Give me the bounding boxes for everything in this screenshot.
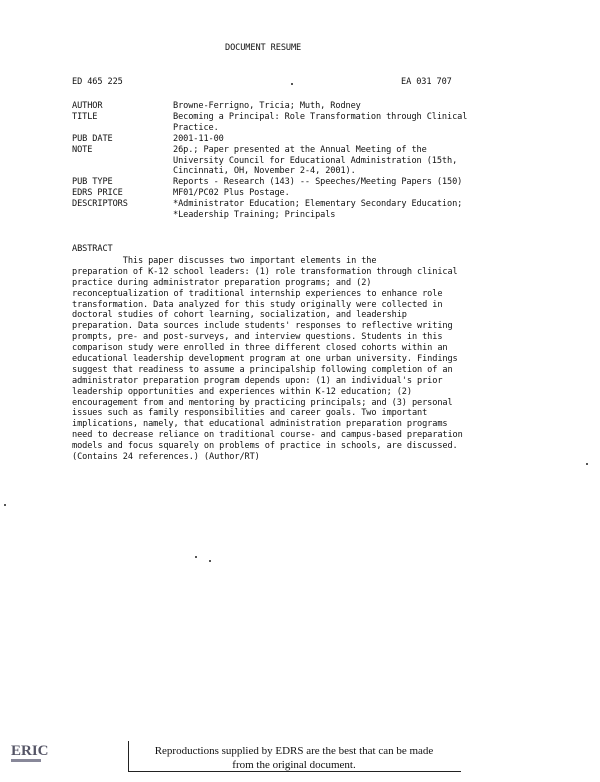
abstract-line: comparison study were enrolled in three different closed cohorts within an: [72, 343, 448, 354]
field-value: Reports - Research (143) -- Speeches/Meeting Papers (150): [173, 177, 463, 188]
abstract-line: educational leadership development program at one urban university. Findings: [72, 354, 458, 365]
abstract-line: issues such as family responsibilities and career goals. Two important: [72, 408, 428, 419]
scan-speck: [195, 556, 197, 558]
field-label: DESCRIPTORS: [72, 199, 128, 210]
field-label: NOTE: [72, 144, 93, 155]
abstract-line: (Contains 24 references.) (Author/RT): [72, 452, 260, 463]
field-value: 2001-11-00: [173, 133, 224, 144]
document-title: DOCUMENT RESUME: [225, 43, 302, 53]
ed-number: ED 465 225: [72, 77, 123, 87]
abstract-body: [72, 256, 532, 463]
field-value: Browne-Ferrigno, Tricia; Muth, Rodney: [173, 101, 361, 111]
abstract-line: models and focus squarely on problems of practice in schools, are discussed.: [72, 441, 458, 452]
abstract-line: This paper discusses two important elements in the: [72, 256, 377, 266]
abstract-line: encouragement from and mentoring by practicing principals; and (3) personal: [72, 397, 453, 408]
abstract-line: need to decrease reliance on traditional course- and campus-based preparation: [72, 430, 463, 441]
abstract-line: implications, namely, that educational administration preparation programs: [72, 419, 448, 430]
abstract-line: preparation. Data sources include students' responses to reflective writing: [72, 321, 453, 332]
scan-speck: [4, 504, 6, 506]
abstract-line: reconceptualization of traditional internship experiences to enhance role: [72, 288, 443, 299]
field-value: 26p.; Paper presented at the Annual Meeting of the: [173, 144, 427, 155]
abstract-line: suggest that readiness to assume a principalship following completion of an: [72, 364, 453, 375]
footer-line-1: Reproductions supplied by EDRS are the best that can be made: [154, 745, 434, 757]
abstract-line: transformation. Data analyzed for this study originally were collected in: [72, 299, 443, 310]
field-value: University Council for Educational Administration (15th,: [173, 155, 458, 166]
abstract-line: doctoral studies of cohort learning, socialization, and leadership: [72, 310, 407, 321]
field-label: EDRS PRICE: [72, 188, 123, 199]
field-label: PUB DATE: [72, 133, 113, 144]
eric-logo-text: ERIC: [11, 743, 49, 759]
scan-speck: [291, 83, 293, 85]
eric-logo: [10, 740, 49, 766]
scan-speck: [209, 560, 211, 562]
ea-number: EA 031 707: [401, 77, 452, 87]
abstract-line: practice during administrator preparation programs; and (2): [72, 277, 372, 288]
abstract-line: leadership opportunities and experiences within K-12 education; (2): [72, 386, 412, 397]
field-value: Cincinnati, OH, November 2-4, 2001).: [173, 166, 356, 177]
field-value: Practice.: [173, 122, 219, 133]
field-label: TITLE: [72, 111, 98, 122]
abstract-line: administrator preparation program depends upon: (1) an individual's prior: [72, 375, 443, 386]
abstract-line: preparation of K-12 school leaders: (1) role transformation through clinical: [72, 266, 458, 277]
scan-speck: [586, 463, 588, 465]
abstract-label: ABSTRACT: [72, 244, 113, 254]
abstract-line: prompts, pre- and post-surveys, and interview questions. Students in this: [72, 332, 443, 343]
field-value: Becoming a Principal: Role Transformation through Clinical: [173, 111, 468, 122]
footer-line-2: from the original document.: [232, 759, 356, 771]
field-label: PUB TYPE: [72, 177, 113, 188]
field-value: MF01/PC02 Plus Postage.: [173, 188, 290, 199]
field-value: *Leadership Training; Principals: [173, 210, 336, 220]
field-label: AUTHOR: [72, 101, 103, 111]
field-value: *Administrator Education; Elementary Secondary Education;: [173, 199, 463, 210]
